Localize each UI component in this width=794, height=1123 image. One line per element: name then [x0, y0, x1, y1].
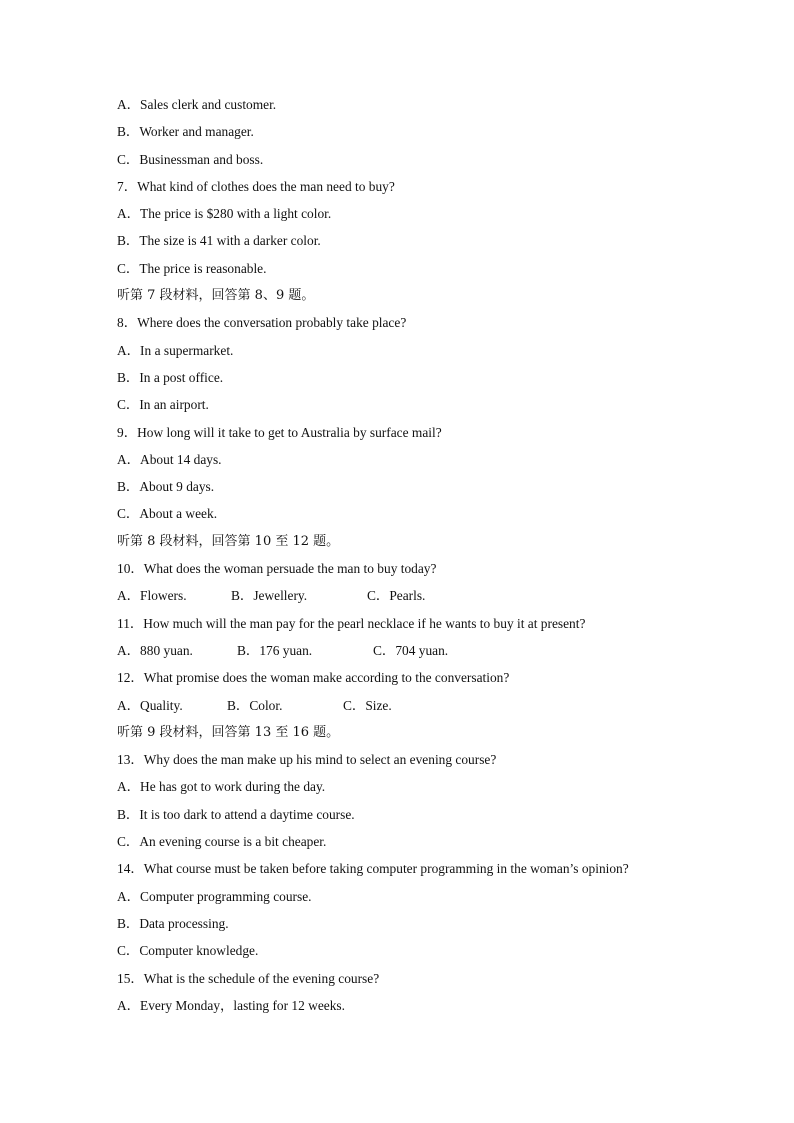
section-heading: 听第 8 段材料，回答第 10 至 12 题。: [117, 533, 340, 549]
option-c: C．Size.: [343, 697, 392, 713]
question-13: 13．Why does the man make up his mind to select an evening course?: [117, 752, 497, 768]
option-line: C．Businessman and boss.: [117, 151, 264, 167]
question-10-options: [117, 586, 737, 613]
option-line: B．About 9 days.: [117, 479, 215, 495]
option-line: C．Computer knowledge.: [117, 943, 259, 959]
option-a: A．Flowers.: [117, 588, 187, 604]
question-10: 10．What does the woman persuade the man to buy today?: [117, 561, 437, 577]
question-8: 8．Where does the conversation probably take place?: [117, 315, 407, 331]
option-line: A．The price is $280 with a light color.: [117, 206, 332, 222]
option-line: C．About a week.: [117, 506, 218, 522]
option-c: C．Pearls.: [367, 588, 426, 604]
option-b: B．Jewellery.: [231, 588, 308, 604]
question-15: 15．What is the schedule of the evening course?: [117, 970, 380, 986]
document-page: [117, 95, 737, 1023]
question-12-options: [117, 696, 737, 723]
option-a: A．Quality.: [117, 697, 183, 713]
question-11: 11．How much will the man pay for the pearl necklace if he wants to buy it at present?: [117, 615, 586, 631]
option-line: C．An evening course is a bit cheaper.: [117, 834, 327, 850]
option-line: B．In a post office.: [117, 369, 224, 385]
option-line: A．Computer programming course.: [117, 888, 312, 904]
option-c: C．704 yuan.: [373, 642, 449, 658]
question-12: 12．What promise does the woman make according to the conversation?: [117, 670, 510, 686]
option-line: A．Every Monday，lasting for 12 weeks.: [117, 997, 345, 1013]
section-heading: 听第 9 段材料，回答第 13 至 16 题。: [117, 724, 340, 740]
option-line: A．In a supermarket.: [117, 342, 234, 358]
option-b: B．176 yuan.: [237, 642, 313, 658]
option-line: B．It is too dark to attend a daytime course.: [117, 806, 355, 822]
question-11-options: [117, 641, 737, 668]
option-line: C．The price is reasonable.: [117, 260, 267, 276]
question-14: 14．What course must be taken before taking computer programming in the woman’s opinion?: [117, 861, 629, 877]
option-line: A．About 14 days.: [117, 451, 222, 467]
option-line: C．In an airport.: [117, 397, 209, 413]
question-7: 7．What kind of clothes does the man need to buy?: [117, 178, 395, 194]
option-line: B．Worker and manager.: [117, 124, 254, 140]
section-heading: 听第 7 段材料，回答第 8、9 题。: [117, 288, 315, 304]
option-line: B．Data processing.: [117, 915, 229, 931]
option-line: A．Sales clerk and customer.: [117, 97, 277, 112]
question-9: 9．How long will it take to get to Australia by surface mail?: [117, 424, 442, 440]
option-line: A．He has got to work during the day.: [117, 779, 326, 795]
option-a: A．880 yuan.: [117, 642, 193, 658]
option-b: B．Color.: [227, 697, 283, 713]
option-line: B．The size is 41 with a darker color.: [117, 233, 321, 249]
